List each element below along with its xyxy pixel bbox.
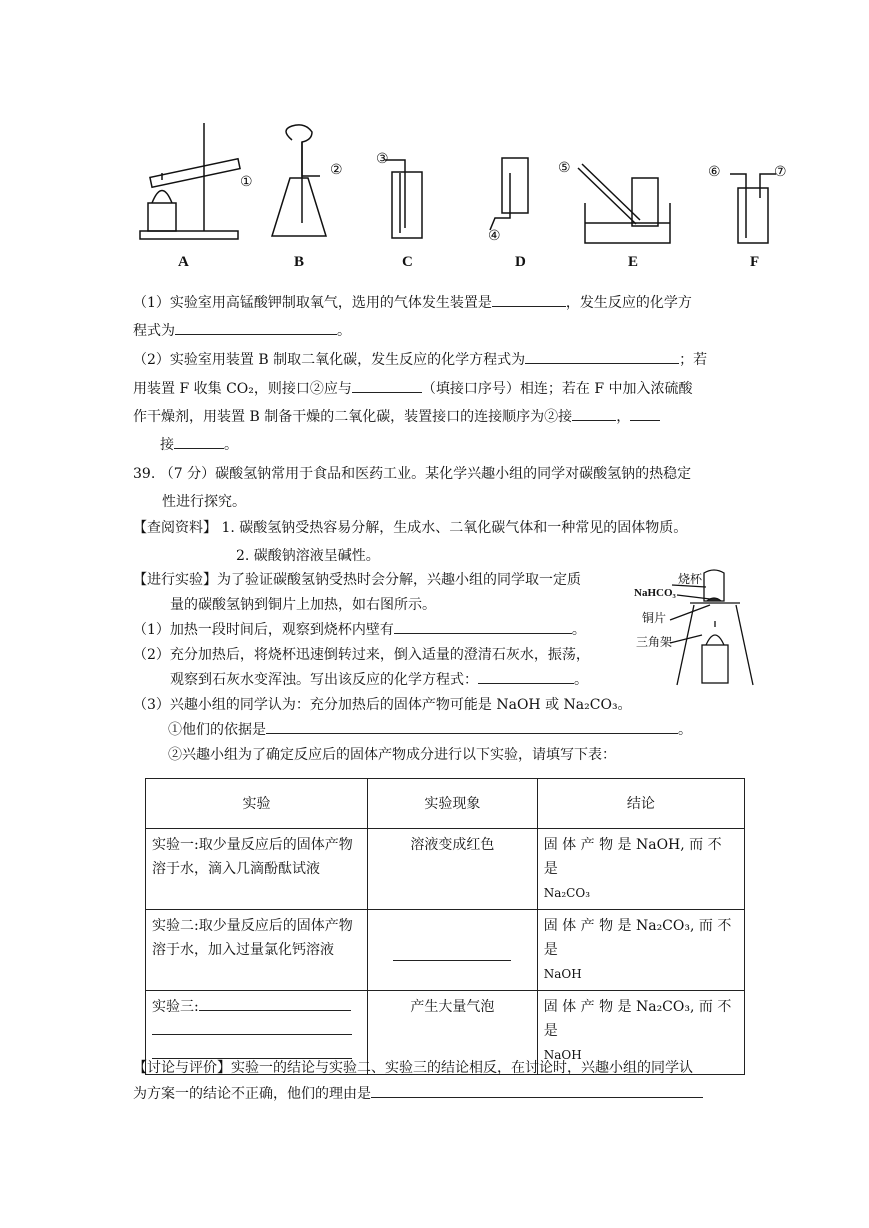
table-header: 实验 bbox=[146, 779, 368, 829]
svg-text:①: ① bbox=[240, 175, 253, 190]
q38-generator-blank[interactable] bbox=[492, 292, 566, 307]
table-cell-conclusion: 固 体 产 物 是 Na₂CO₃, 而 不 是 NaOH bbox=[537, 910, 744, 991]
discussion-line1: 【讨论与评价】实验一的结论与实验二、实验三的结论相反，在讨论时，兴趣小组的同学认 bbox=[133, 1060, 693, 1076]
svg-text:③: ③ bbox=[376, 152, 389, 167]
q38-part1-line1: （1）实验室用高锰酸钾制取氧气，选用的气体发生装置是 ，发生反应的化学方 bbox=[133, 292, 692, 312]
apparatus-label-f: F bbox=[750, 254, 760, 270]
q39-experiment-line1: 【进行实验】为了验证碳酸氢钠受热时会分解，兴趣小组的同学取一定质 bbox=[133, 572, 581, 588]
apparatus-label-e: E bbox=[628, 254, 639, 270]
svg-text:⑥: ⑥ bbox=[708, 165, 721, 180]
experiment3-blank-2[interactable] bbox=[152, 1020, 352, 1035]
q39-step2-line2: 观察到石灰水变浑浊。写出该反应的化学方程式： 。 bbox=[170, 669, 588, 689]
heating-setup-figure bbox=[632, 565, 762, 695]
copper-label: 铜片 bbox=[642, 611, 667, 625]
q38-part2-line2: 用装置 F 收集 CO₂，则接口②应与 （填接口序号）相连；若在 F 中加入浓硫酸 bbox=[133, 378, 693, 398]
apparatus-label-a: A bbox=[178, 254, 189, 270]
apparatus-label-c: C bbox=[402, 254, 413, 270]
svg-text:②: ② bbox=[330, 163, 343, 178]
apparatus-label-d: D bbox=[515, 254, 526, 270]
table-cell-experiment: 实验二:取少量反应后的固体产物溶于水，加入过量氯化钙溶液 bbox=[146, 910, 368, 991]
table-cell-experiment: 实验三: bbox=[146, 991, 368, 1075]
q39-basis-blank[interactable] bbox=[266, 719, 678, 734]
table-header-row bbox=[146, 779, 745, 829]
q39-reference-line2: 2. 碳酸钠溶液呈碱性。 bbox=[236, 548, 380, 564]
q38-part2-line4: 接 。 bbox=[160, 434, 238, 454]
q38-port-blank[interactable] bbox=[352, 378, 422, 393]
tripod-label: 三角架 bbox=[636, 635, 673, 649]
table-cell-phenomenon: 溶液变成红色 bbox=[367, 829, 537, 910]
phenomenon-blank[interactable] bbox=[393, 946, 511, 961]
table-row bbox=[146, 829, 745, 910]
table-cell-phenomenon bbox=[367, 910, 537, 991]
apparatus-label-b: B bbox=[294, 254, 305, 270]
q39-step2-blank[interactable] bbox=[478, 669, 574, 684]
q39-step3: （3）兴趣小组的同学认为：充分加热后的固体产物可能是 NaOH 或 Na₂CO₃。 bbox=[133, 697, 632, 713]
table-cell-conclusion: 固 体 产 物 是 NaOH, 而 不 是 Na₂CO₃ bbox=[537, 829, 744, 910]
apparatus-figure bbox=[130, 118, 810, 278]
q38-co2-equation-blank[interactable] bbox=[525, 349, 679, 364]
q39-step3-basis: ①他们的依据是 。 bbox=[168, 719, 692, 739]
beaker-label: 烧杯 bbox=[678, 572, 703, 586]
q38-order-blank-1[interactable] bbox=[572, 406, 616, 421]
svg-text:⑤: ⑤ bbox=[558, 161, 571, 176]
q38-order-blank-2[interactable] bbox=[630, 406, 660, 421]
table-header: 实验现象 bbox=[367, 779, 537, 829]
q39-step1-blank[interactable] bbox=[394, 619, 572, 634]
experiment3-blank-1[interactable] bbox=[199, 996, 351, 1011]
nahco3-label: NaHCO₃ bbox=[634, 587, 676, 599]
q39-step1: （1）加热一段时间后，观察到烧杯内壁有 。 bbox=[133, 619, 586, 639]
q39-reference-line1: 【查阅资料】 1. 碳酸氢钠受热容易分解，生成水、二氧化碳气体和一种常见的固体物质。 bbox=[133, 520, 688, 536]
q39-step2-line1: （2）充分加热后，将烧杯迅速倒转过来，倒入适量的澄清石灰水，振荡， bbox=[133, 647, 590, 663]
q39-step3-table-intro: ②兴趣小组为了确定反应后的固体产物成分进行以下实验，请填写下表： bbox=[168, 747, 616, 763]
discussion-reason-blank[interactable] bbox=[371, 1083, 703, 1098]
q38-part2-line1: （2）实验室用装置 B 制取二氧化碳，发生反应的化学方程式为 ；若 bbox=[133, 349, 707, 369]
table-header: 结论 bbox=[537, 779, 744, 829]
discussion-line2: 为方案一的结论不正确，他们的理由是 bbox=[133, 1083, 703, 1103]
table-cell-experiment: 实验一:取少量反应后的固体产物溶于水，滴入几滴酚酞试液 bbox=[146, 829, 368, 910]
experiment-table bbox=[145, 778, 745, 1075]
q38-order-blank-3[interactable] bbox=[174, 434, 224, 449]
q38-equation-blank[interactable] bbox=[175, 320, 337, 335]
table-cell-conclusion: 固 体 产 物 是 Na₂CO₃, 而 不 是 NaOH bbox=[537, 991, 744, 1075]
table-row bbox=[146, 910, 745, 991]
q39-intro-line2: 性进行探究。 bbox=[162, 494, 246, 510]
svg-text:④: ④ bbox=[488, 229, 501, 244]
q38-part2-line3: 作干燥剂，用装置 B 制备干燥的二氧化碳，装置接口的连接顺序为②接 ， bbox=[133, 406, 660, 426]
q39-experiment-line2: 量的碳酸氢钠到铜片上加热，如右图所示。 bbox=[170, 597, 436, 613]
q39-intro-line1: 39. （7 分）碳酸氢钠常用于食品和医药工业。某化学兴趣小组的同学对碳酸氢钠的热稳定 bbox=[133, 466, 692, 482]
table-cell-phenomenon: 产生大量气泡 bbox=[367, 991, 537, 1075]
q38-part1-line2: 程式为 。 bbox=[133, 320, 351, 340]
svg-text:⑦: ⑦ bbox=[774, 165, 787, 180]
